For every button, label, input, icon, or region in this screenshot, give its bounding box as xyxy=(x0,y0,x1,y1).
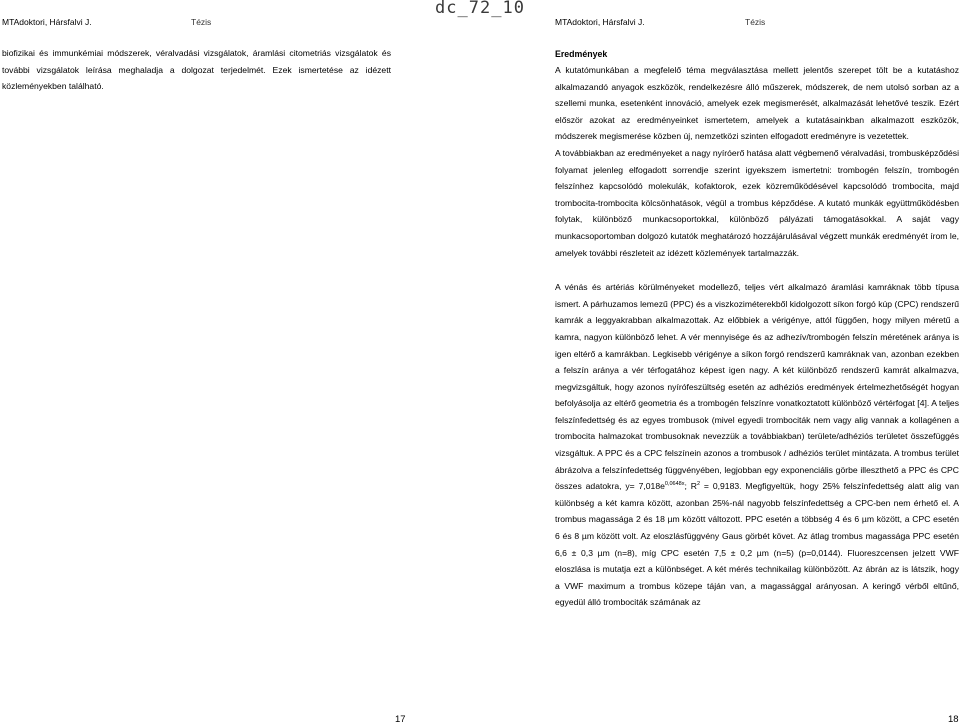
exponent-superscript: 0,0648x xyxy=(664,481,685,488)
left-page-text xyxy=(2,45,391,95)
paragraph-3-part-b: ; R xyxy=(684,481,697,492)
left-header-tezis: Tézis xyxy=(191,17,212,27)
paragraph-1: A kutatómunkában a megfelelő téma megválasztása mellett jelentős szerepet tölt be a kutatáshoz alkalmazandó anyagok eszközök, rendelkezésre álló műszerek, módszerek, de nem utolsó sorban az a szellemi munka, esetenként innováció, amelyek ezek megismerését, alkalmazását lehetővé teszik. Ezért először azokat az eredményeinket ismertetem, amelyek a kutatásainkban alkalmazott eszközök, módszerek megismerése közben új, nemzetközi szinten elfogadott eredményre is vezetettek. xyxy=(555,65,959,142)
paragraph-3-part-a: A vénás és artériás körülményeket modellező, teljes vért alkalmazó áramlási kamráknak több típusa ismert. A párhuzamos lemezű (PPC) és a viszkoziméterekből kidolgozott síkon forgó kúp (CPC) rendszerű kamrák a leggyakrabban alkalmazottak. Az előbbiek a vérigénye, attól függően, hogy milyen méretű a kamra, nagyon különböző lehet. A vér mennyisége és az adhezív/trombogén felszín méretének aránya is igen eltérő a kamrákban. Legkisebb vérigénye a síkon forgó rendszerű kamráknak van, azonban ezekben a felszín aránya a vér térfogatához képest igen nagy. A két különböző rendszerű kamrát alkalmazva, megvizsgáltuk, hogy azonos nyírófeszültség esetén az adhéziós eredmények értelmezhetőségét hogyan befolyásolja az eltérő geometria és a trombogén felszínre vonatkoztatott különböző vértérfogat [4]. A teljes felszínfedettség és az egyes trombusok (mivel egyedi trombociták nem vagy alig vannak a kollagénen a trombocita halmazokat trombusoknak nevezzük a továbbiakban) területe/adhéziós területet összefüggés vizsgáltuk. A PPC és a CPC felszínein azonos a trombusok / adhéziós terület mintázata. A trombus terület ábrázolva a felszínfedettség függvényében, legjobban egy exponenciális görbe illeszthető a PPC és CPC összes adatokra, y= 7,018e xyxy=(555,282,959,492)
document-id: dc_72_10 xyxy=(435,0,525,18)
right-header-author: MTAdoktori, Hársfalvi J. xyxy=(555,17,645,27)
right-header-tezis: Tézis xyxy=(745,17,766,27)
right-page-text xyxy=(555,46,959,611)
section-heading: Eredmények xyxy=(555,49,608,59)
left-page-number: 17 xyxy=(395,714,406,725)
paragraph-3-part-c: = 0,9183. Megfigyeltük, hogy 25% felszínfedettség alatt alig van különbség a két kamra között, azonban 25%-nál nagyobb felszínfedettség a CPC-ben nem érhető el. A trombus magassága 2 és 18 µm között változott. PPC esetén a többség 4 és 6 µm között, a CPC esetén 6 és 8 µm között volt. Az eloszlásfüggvény Gaus görbét követ. Az átlag trombus magassága PPC esetén 6,6 ± 0,3 µm (n=8), míg CPC esetén 7,5 ± 0,2 µm (n=5) (p=0,0144). Fluoreszcensen jelzett VWF eloszlása is mutatja ezt a különbséget. A két mérés technikailag különbözött. Az ábrán az is látszik, hogy a VWF maximum a trombus közepe táján van, a magassággal arányosan. A keringő vérből eltűnő, egyedül álló trombociták számának az xyxy=(555,481,959,608)
paragraph-2: A továbbiakban az eredményeket a nagy nyíróerő hatása alatt végbemenő véralvadási, trombusképződési folyamat jelenleg elfogadott sorrendje szerint igyekszem ismertetni: trombogén felszín, trombogén felszínhez kapcsolódó molekulák, kofaktorok, ezek közreműködésével kapcsolódó trombocita, majd trombocita-trombocita kölcsönhatások, végül a trombus képződése. A kutató munkák együttműködésben folytak, különböző munkacsoportokkal, különböző pályázati támogatásokkal. A saját vagy munkacsoportomban dolgozó kutatók meghatározó hozzájárulásával végzett munkák eredményét írom le, amelyek további részleteit az idézett közlemények tartalmazzák. xyxy=(555,147,959,258)
paragraph-3 xyxy=(555,279,959,611)
left-header-author: MTAdoktori, Hársfalvi J. xyxy=(2,17,92,27)
r-squared-superscript: 2 xyxy=(696,481,701,488)
left-paragraph: biofizikai és immunkémiai módszerek, véralvadási vizsgálatok, áramlási citometriás vizsgálatok és további vizsgálatok leírása meghaladja a dolgozat terjedelmét. Ezek ismertetése az idézett közleményekben található. xyxy=(2,48,391,92)
right-page-number: 18 xyxy=(948,714,959,725)
